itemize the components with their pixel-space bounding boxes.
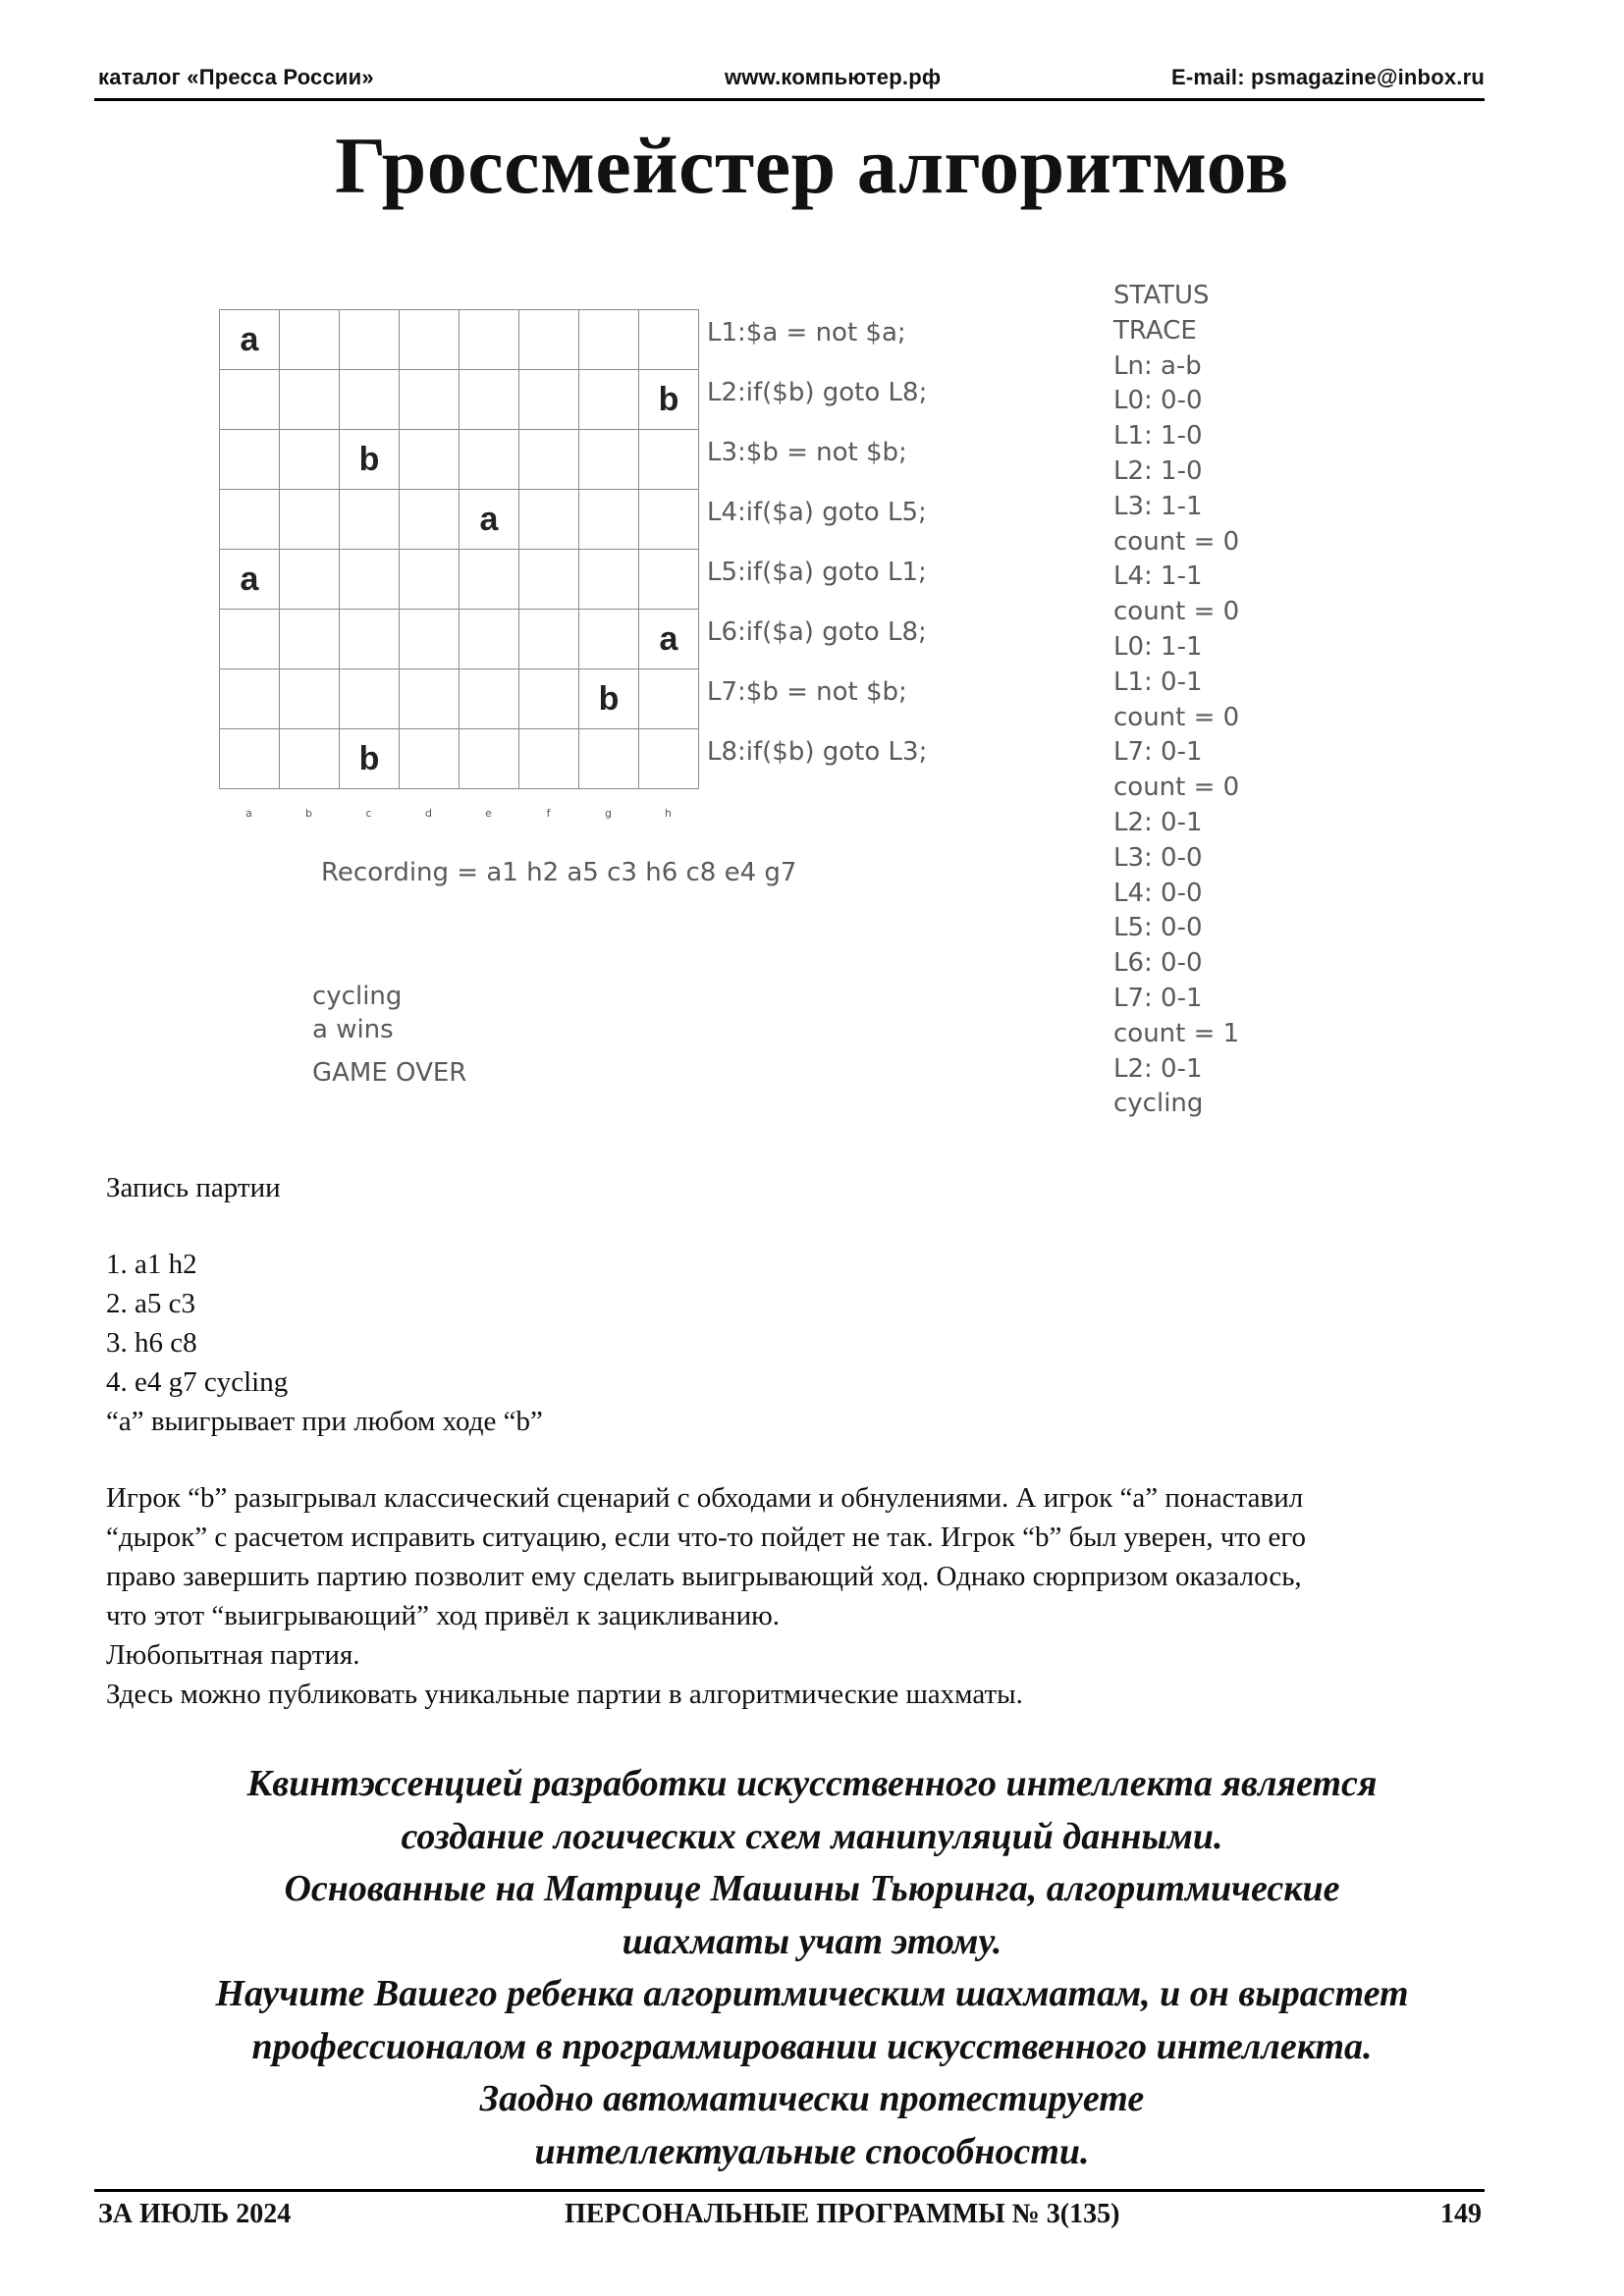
- board-cell: [519, 729, 579, 789]
- move-list: [106, 1245, 288, 1402]
- file-labels: [219, 807, 698, 820]
- file-label: f: [546, 807, 551, 820]
- file-label: a: [245, 807, 252, 820]
- board-cell: a: [460, 490, 519, 550]
- trace-line: count = 0: [1113, 702, 1240, 732]
- paragraph-line: Здесь можно публиковать уникальные партии в алгоритмические шахматы.: [106, 1679, 1023, 1710]
- board-cell: [579, 370, 639, 430]
- quote-line: Научите Вашего ребенка алгоритмическим шахматам, и он вырастет: [215, 1973, 1409, 2014]
- quote-line: создание логических схем манипуляций данными.: [401, 1815, 1223, 1857]
- board-cell: [220, 729, 280, 789]
- trace-line: L2: 1-0: [1113, 455, 1203, 486]
- record-heading: Запись партии: [106, 1172, 281, 1203]
- result-game-over: GAME OVER: [312, 1058, 467, 1088]
- promo-quote: [0, 1758, 1624, 2178]
- board-cell: [639, 550, 699, 610]
- board-cell: [400, 430, 460, 490]
- footer-rule: [94, 2189, 1485, 2192]
- board-cell: [220, 490, 280, 550]
- board-cell: b: [340, 430, 400, 490]
- file-label: h: [665, 807, 672, 820]
- trace-line: L4: 0-0: [1113, 878, 1203, 908]
- result-wins: a wins: [312, 1015, 394, 1044]
- trace-line: L6: 0-0: [1113, 948, 1203, 979]
- program-line: L4:if($a) goto L5;: [707, 498, 927, 527]
- board-cell: [340, 310, 400, 370]
- paragraph-line: “дырок” с расчетом исправить ситуацию, если что-то пойдет не так. Игрок “b” был уверен, что его: [106, 1522, 1307, 1553]
- quote-line: Заодно автоматически протестируете: [479, 2078, 1145, 2119]
- board-cell: [579, 729, 639, 789]
- program-listing: [707, 312, 927, 791]
- board-cell: [519, 610, 579, 669]
- trace-line: count = 0: [1113, 526, 1240, 557]
- file-label: e: [485, 807, 492, 820]
- board-cell: [460, 610, 519, 669]
- board-cell: [340, 669, 400, 729]
- board-cell: [280, 669, 340, 729]
- board-cell: [519, 490, 579, 550]
- trace-line: L0: 1-1: [1113, 631, 1203, 662]
- program-line: L6:if($a) goto L8;: [707, 617, 927, 647]
- trace-line: cycling: [1113, 1089, 1204, 1119]
- file-label: c: [365, 807, 372, 820]
- board-cell: [220, 430, 280, 490]
- result-cycling: cycling: [312, 982, 403, 1011]
- paragraph-line: право завершить партию позволит ему сделать выигрывающий ход. Однако сюрпризом оказалось,: [106, 1561, 1302, 1592]
- board-cell: a: [220, 310, 280, 370]
- quote-line: интеллектуальные способности.: [534, 2130, 1090, 2172]
- trace-line: L0: 0-0: [1113, 386, 1203, 416]
- board-cell: [460, 550, 519, 610]
- trace-line: count = 1: [1113, 1018, 1240, 1048]
- board-cell: [400, 669, 460, 729]
- quote-line: шахматы учат этому.: [622, 1920, 1002, 1962]
- quote-line: Основанные на Матрице Машины Тьюринга, алгоритмические: [284, 1868, 1340, 1909]
- trace-line: L1: 1-0: [1113, 421, 1203, 452]
- move-line: 1. a1 h2: [106, 1249, 197, 1280]
- board-cell: a: [639, 610, 699, 669]
- trace-line: count = 0: [1113, 773, 1240, 803]
- magazine-name: ПЕРСОНАЛЬНЫЕ ПРОГРАММЫ № 3(135): [565, 2199, 1120, 2229]
- trace-line: STATUS: [1113, 281, 1210, 310]
- trace-line: L1: 0-1: [1113, 667, 1203, 697]
- board-cell: [340, 370, 400, 430]
- paragraph-line: Любопытная партия.: [106, 1639, 360, 1671]
- paragraph-line: что этот “выигрывающий” ход привёл к зацикливанию.: [106, 1600, 781, 1631]
- board-cell: [400, 610, 460, 669]
- program-line: L8:if($b) goto L3;: [707, 737, 928, 767]
- program-line: L1:$a = not $a;: [707, 318, 906, 347]
- email-label: E-mail: psmagazine@inbox.ru: [1170, 65, 1485, 89]
- board-cell: [460, 430, 519, 490]
- move-line: 3. h6 c8: [106, 1327, 197, 1359]
- trace-line: L2: 0-1: [1113, 1053, 1203, 1084]
- board-cell: [280, 430, 340, 490]
- board-cell: [340, 490, 400, 550]
- board-cell: [280, 370, 340, 430]
- program-line: L7:$b = not $b;: [707, 677, 907, 707]
- board-cell: [340, 550, 400, 610]
- quote-line: Квинтэссенцией разработки искусственного интеллекта является: [246, 1763, 1378, 1804]
- trace-line: count = 0: [1113, 597, 1240, 627]
- board-cell: [579, 310, 639, 370]
- board-cell: [220, 370, 280, 430]
- trace-line: L7: 0-1: [1113, 983, 1203, 1013]
- board-cell: [460, 729, 519, 789]
- trace-line: L5: 0-0: [1113, 913, 1203, 943]
- board-cell: [340, 610, 400, 669]
- board-cell: [220, 610, 280, 669]
- board-cell: [639, 310, 699, 370]
- board-cell: [579, 610, 639, 669]
- trace-line: L7: 0-1: [1113, 737, 1203, 768]
- board-cell: [519, 669, 579, 729]
- chess-board: [219, 309, 699, 789]
- board-cell: [400, 490, 460, 550]
- board-cell: [519, 370, 579, 430]
- board-cell: [460, 669, 519, 729]
- page-title: Гроссмейстер алгоритмов: [335, 121, 1289, 210]
- program-line: L2:if($b) goto L8;: [707, 378, 928, 407]
- board-cell: [400, 370, 460, 430]
- board-cell: [280, 610, 340, 669]
- program-line: L5:if($a) goto L1;: [707, 558, 927, 587]
- board-cell: [519, 550, 579, 610]
- board-cell: [639, 490, 699, 550]
- board-cell: a: [220, 550, 280, 610]
- catalog-label: каталог «Пресса России»: [98, 65, 374, 89]
- board-cell: [639, 669, 699, 729]
- file-label: d: [425, 807, 432, 820]
- board-cell: [280, 729, 340, 789]
- recording-line: Recording = a1 h2 a5 c3 h6 c8 e4 g7: [321, 858, 797, 887]
- move-line: 4. e4 g7 cycling: [106, 1366, 289, 1398]
- trace-line: Ln: a-b: [1113, 350, 1202, 381]
- board-cell: [639, 430, 699, 490]
- board-cell: [460, 370, 519, 430]
- board-cell: b: [639, 370, 699, 430]
- issue-date: ЗА ИЮЛЬ 2024: [98, 2199, 292, 2229]
- board-cell: [280, 550, 340, 610]
- board-cell: [639, 729, 699, 789]
- trace-line: L3: 1-1: [1113, 491, 1203, 521]
- quote-line: профессионалом в программировании искусственного интеллекта.: [251, 2025, 1373, 2067]
- board-cell: b: [340, 729, 400, 789]
- board-cell: b: [579, 669, 639, 729]
- file-label: b: [305, 807, 312, 820]
- board-cell: [579, 490, 639, 550]
- board-cell: [280, 310, 340, 370]
- trace-line: L4: 1-1: [1113, 561, 1203, 592]
- board-cell: [519, 310, 579, 370]
- article-paragraph: [106, 1478, 1520, 1714]
- file-label: g: [605, 807, 612, 820]
- board-cell: [400, 310, 460, 370]
- trace-line: L3: 0-0: [1113, 842, 1203, 873]
- program-line: L3:$b = not $b;: [707, 438, 907, 467]
- board-cell: [460, 310, 519, 370]
- board-cell: [280, 490, 340, 550]
- status-trace: [1113, 279, 1239, 1122]
- website-label: www.компьютер.рф: [725, 65, 942, 89]
- board-cell: [220, 669, 280, 729]
- record-conclusion: “a” выигрывает при любом ходе “b”: [106, 1406, 543, 1437]
- trace-line: TRACE: [1113, 315, 1197, 346]
- board-cell: [519, 430, 579, 490]
- trace-line: L2: 0-1: [1113, 807, 1203, 837]
- board-cell: [579, 550, 639, 610]
- header-rule: [94, 98, 1485, 101]
- paragraph-line: Игрок “b” разыгрывал классический сценарий с обходами и обнулениями. А игрок “a” понаставил: [106, 1482, 1304, 1514]
- move-line: 2. a5 c3: [106, 1288, 195, 1319]
- page-number: 149: [1440, 2199, 1482, 2229]
- board-cell: [400, 729, 460, 789]
- board-cell: [400, 550, 460, 610]
- board-cell: [579, 430, 639, 490]
